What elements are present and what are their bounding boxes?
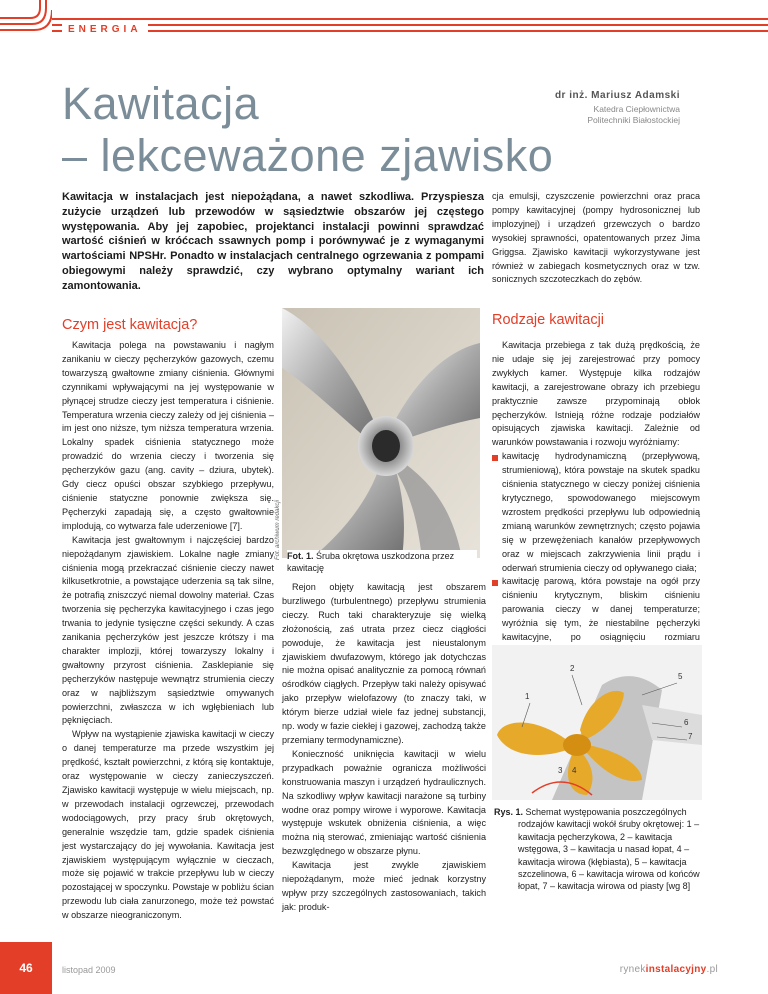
article-title	[62, 78, 622, 182]
propeller-photo	[282, 308, 480, 558]
col3-paragraph-1: Kawitacja przebiega z tak dużą prędkością, że nie udaje się jej zarejestrować przy pomocy zwykłych kamer. Występuje kilka rodzajów kawitacji, a zarejestrowane obrazy ich przebiegu praktycznie zawsze przypominają obłok pęcherzyków. Istnieją różne rodzaje podziałów opisujących zjawiska kawitacji. Zależnie od warunków powstawania i rozwoju wyróżniamy:	[492, 340, 700, 448]
diagram-caption	[494, 806, 704, 893]
diagram-label-3: 3	[558, 766, 563, 775]
diagram-label-5: 5	[678, 672, 683, 681]
diagram-caption-first-line: Schemat występowania poszczególnych	[525, 807, 687, 817]
col1-paragraph-3: Wpływ na wystąpienie zjawiska kawitacji w cieczy o danej temperaturze ma przede wszystkim jej prędkość, kształt powierzchni, z którą się kontaktuje, oraz występowanie w cieczy zanieczyszczeń. Zjawisko kawitacji występuje w wielu miejscach, np. w przewodach instalacji ogrzewczej, przewodach wodociągowych, przy pracy śrub okrętowych, generalnie wszędzie tam, gdzie spadek ciśnienia jest wystarczający do jej wywołania. Kawitacja jest zjawiskiem występującym wyłącznie w cieczach, może się pojawić w trakcie przepływu lub w cieczy pozostającej w spoczynku. Powstaje w pobliżu ścian przewodu lub ciała zanurzonego, może też powstać w obszarze nieograniczonym.	[62, 729, 274, 921]
list-item: kawitację parową, która powstaje na ogół przy ciśnieniu krytycznym, bliskim ciśnieniu parowania cieczy w danej temperaturze; wyróżnia się tym, że niestabilne pęcherzyki kawitacyjne, po osiągnięciu rozmiaru	[492, 575, 700, 658]
header-bar	[0, 0, 768, 46]
photo-caption-label: Fot. 1.	[287, 551, 314, 561]
column-3-top	[492, 190, 700, 287]
col1-paragraph-2: Kawitacja jest gwałtownym i najczęściej bardzo niepożądanym zjawiskiem. Lokalne nagłe zmiany ciśnienia mogą przekraczać ciśnienie cieczy nawet kilkusetkrotnie, a powstające uderzenia są tak silne, że potrafią zniszczyć niemal dowolny materiał. Czas tworzenia się pęcherzyka kawitacyjnego i czas jego trwania to jedynie tysięczne części sekundy. A czas zanikania pęcherzyków jest jeszcze krótszy i ma charakter implozji, której towarzyszy lokalny i gwałtowny przyrost ciśnienia. Zasklepianie się pęcherzyków następuje wewnątrz strumienia cieczy oraz w najbliższym sąsiedztwie omywanych powierzchni, zwłaszcza w ich wgłębieniach lub pęknięciach.	[62, 534, 274, 726]
site-suffix: .pl	[706, 964, 718, 975]
photo-caption-text: Śruba okrętowa uszkodzona przez kawitację	[287, 551, 455, 573]
section-heading-what-is: Czym jest kawitacja?	[62, 317, 198, 333]
col2-paragraph-3: Kawitacja jest zwykle zjawiskiem niepożądanym, może mieć jednak korzystny wpływ przy szczególnych zastosowaniach, takich jak: produk-	[282, 860, 486, 912]
column-2	[282, 581, 486, 915]
column-3	[492, 339, 700, 659]
list-item: kawitację hydrodynamiczną (przepływową, strumieniową), która powstaje na skutek spadku ciśnienia statycznego w cieczy poniżej ciśnienia krytycznego, spowodowanego miejscowym wzrostem prędkości przepływu lub odpowiednią zmianą warunków zewnętrznych; często pojawia się w przewężeniach kanałów przepływowych oraz w miejscach zakrzywienia linii prądu i oderwań strumienia cieczy od opływanego ciała;	[492, 450, 700, 575]
author-affiliation-1: Katedra Ciepłownictwa	[593, 104, 680, 114]
section-label: ENERGIA	[62, 24, 148, 35]
col2-paragraph-1: Rejon objęty kawitacją jest obszarem burzliwego (turbulentnego) przepływu strumienia cieczy. Ruch taki charakteryzuje się wielką złożonością, zaś utrata przez ciecz ciągłości powoduje, że kawitacja jest nieustalonym zjawiskiem dwufazowym, którego jak dotychczas nie można opisać analitycznie za pomocą równań ośrodków ciągłych. Przepływ taki należy opisywać jako przepływ wielofazowy (to znaczy taki, w którym bierze udział wiele faz jednej substancji, np. wody w fazie ciekłej i gazowej, zachodzą także przemiany termodynamiczne).	[282, 582, 486, 745]
col2-paragraph-2: Konieczność uniknięcia kawitacji w wielu przypadkach poważnie ogranicza możliwości konstruowania maszyn i urządzeń hydraulicznych. Na szkodliwy wpływ kawitacji narażone są turbiny wodne oraz pompy wirowe i wyporowe. Kawitacja występuje wskutek obniżenia ciśnienia, a więc można nią sterować, zmieniając wartość ciśnienia bezwzględnego w obszarze płynu.	[282, 748, 486, 857]
photo-caption	[287, 550, 477, 574]
diagram-label-6: 6	[684, 718, 689, 727]
col1-paragraph-1: Kawitacja polega na powstawaniu i nagłym zanikaniu w cieczy pęcherzyków gazowych, czemu towarzyszą gwałtowne zmiany ciśnienia. Głównymi czynnikami wpływającymi na jej występowanie w płynącej strudze cieczy jest temperatura i ciśnienie. Temperatura wrzenia cieczy zależy od jej ciśnienia – im jest ono niższe, tym niższa temperatura wrzenia. Lokalny spadek ciśnienia statycznego może prowadzić do wrzenia cieczy i tworzenia się pęcherzyków gazu (ang. cavity – dziura, ubytek). Gdy ciecz opuści obszar szybkiego przepływu, ciśnienie statyczne ponownie zwiększa się. Pęcherzyki zapadają się, a często gwałtownie implodują, co wytwarza fale uderzeniowe [7].	[62, 340, 274, 531]
diagram-caption-label: Rys. 1.	[494, 807, 524, 817]
diagram-label-2: 2	[570, 664, 575, 673]
diagram-label-7: 7	[688, 732, 693, 741]
author-name: dr inż. Mariusz Adamski	[554, 90, 680, 101]
article-lead: Kawitacja w instalacjach jest niepożądana, a nawet szkodliwa. Przyspiesza zużycie urządzeń lub przewodów w sąsiedztwie obszarów jej częstego występowania. Aby jej zapobiec, projektanci instalacji powinni sprawdzać wartość ciśnień w króćcach ssawnych pomp i porównywać je z wymaganymi wartościami NPSHr. Ponadto w instalacjach centralnego ogrzewania z pompami obiegowymi należy sprawdzić, czy wybrano optymalny wariant ich zamontowania.	[62, 191, 484, 292]
title-line-1: Kawitacja	[62, 78, 260, 129]
magazine-logo-icon	[0, 0, 52, 46]
author-affiliation-2: Politechniki Białostockiej	[587, 115, 680, 125]
section-heading-types: Rodzaje kawitacji	[492, 312, 605, 328]
propeller-photo-image	[282, 308, 480, 558]
site-prefix: rynek	[619, 964, 646, 975]
diagram-label-4: 4	[572, 766, 577, 775]
propeller-cavitation-diagram	[492, 645, 702, 800]
diagram-caption-rest: rodzajów kawitacji wokół śruby okrętowej: 1 – kawitacja pęcherzykowa, 2 – kawitacja wstęgowa, 3 – kawitacja u nasad łopat, 4 – kawitacja wirowa (kłębiasta), 5 – kawitacja szczelinowa, 6 – kawitacja wirowa od końców łopat, 7 – kawitacja wirowa od piasty [wg 8]	[518, 819, 700, 892]
photo-credit	[265, 400, 279, 560]
header-stripes	[52, 0, 768, 32]
author-block	[555, 90, 680, 126]
cavitation-type-list	[492, 450, 700, 659]
title-line-2: – lekceważone zjawisko	[62, 130, 554, 181]
page-number: 46	[0, 942, 52, 994]
col3-top-text: cja emulsji, czyszczenie powierzchni oraz praca pompy kawitacyjnej (pompy hydrosonicznej lub implozyjnej) i urządzeń grzewczych o bardzo wysokiej sprawności, opatentowanych przez Jima Griggsa. Zjawisko kawitacji wykorzystywane jest również w zabiegach kosmetycznych oraz w tzw. sonicznych szczoteczkach do zębów.	[492, 191, 700, 285]
issue-date: listopad 2009	[62, 965, 116, 975]
magazine-website	[620, 964, 718, 975]
column-1	[62, 339, 274, 923]
diagram-label-1: 1	[525, 692, 530, 701]
photo-credit-text: Fot. archiwum redakcji	[275, 499, 281, 560]
site-bold: instalacyjny	[645, 964, 707, 975]
